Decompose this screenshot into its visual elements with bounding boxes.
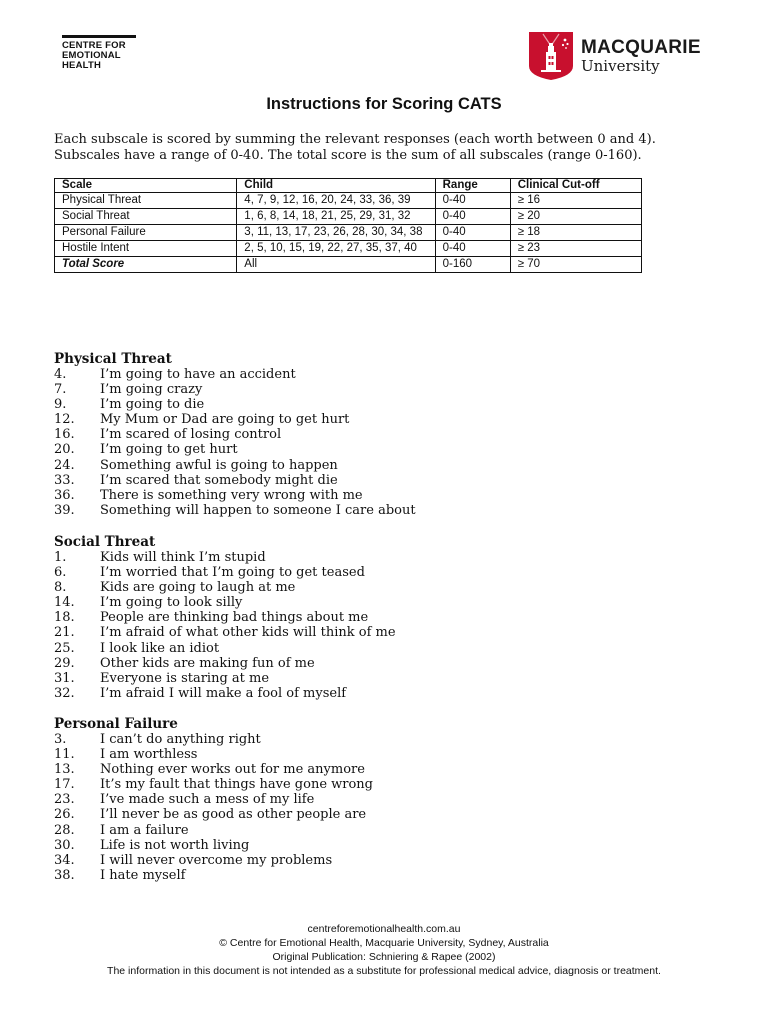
item-text: Kids are going to laugh at me [100,580,296,596]
list-item [54,427,654,442]
list-item [54,488,654,503]
item-text: I’m going to have an accident [100,367,296,382]
section-social-threat [54,534,654,701]
item-number: 14. [54,595,75,611]
table-header-row [55,179,642,193]
footer-website: centreforemotionalhealth.com.au [307,923,461,935]
item-text: I’m afraid of what other kids will think of me [100,625,396,641]
list-item [54,458,654,473]
table-cell: ≥ 23 [510,241,641,257]
logo-line: CENTRE FOR [62,40,126,51]
item-text: Everyone is staring at me [100,670,270,686]
item-number: 30. [54,837,75,853]
item-number: 29. [54,655,75,671]
list-item [54,625,654,640]
item-number: 8. [54,580,67,596]
list-item [54,412,654,427]
item-number: 9. [54,397,67,413]
table-cell: ≥ 18 [510,225,641,241]
item-text: I’m going to look silly [100,595,243,611]
table-row [55,193,642,209]
item-text: I’m going to die [100,397,205,413]
table-cell: Physical Threat [55,193,237,209]
item-text: I will never overcome my problems [100,852,333,868]
item-text: I am a failure [100,822,189,838]
list-item [54,565,654,580]
item-text: Kids will think I’m stupid [100,550,266,565]
item-text: I am worthless [100,747,198,763]
list-item [54,762,654,777]
table-cell: ≥ 70 [510,257,641,273]
list-item [54,853,654,868]
item-number: 20. [54,442,75,458]
footer-copyright: © Centre for Emotional Health, Macquarie University, Sydney, Australia [219,937,549,949]
item-text: I hate myself [100,867,186,883]
column-header-child: Child [237,179,435,193]
list-item [54,550,654,565]
item-number: 39. [54,502,75,518]
list-item [54,610,654,625]
list-item [54,397,654,412]
item-number: 3. [54,732,67,747]
list-item [54,838,654,853]
column-header-scale: Scale [55,179,237,193]
item-text: My Mum or Dad are going to get hurt [100,412,350,428]
macquarie-shield-icon [529,32,573,80]
column-header-range: Range [435,179,510,193]
item-list [54,550,654,701]
list-item [54,807,654,822]
list-item [54,595,654,610]
section-heading: Physical Threat [54,351,172,367]
table-cell: 0-40 [435,241,510,257]
table-cell: 1, 6, 8, 14, 18, 21, 25, 29, 31, 32 [237,209,435,225]
item-number: 21. [54,625,75,641]
table-cell: 4, 7, 9, 12, 16, 20, 24, 33, 36, 39 [237,193,435,209]
item-text: I’m going crazy [100,382,203,398]
intro-paragraph: Each subscale is scored by summing the relevant responses (each worth between 0 and 4). Subscales have a range of 0-40. The total score is the sum of all subscales (range 0-160). [54,132,656,163]
section-heading: Social Threat [54,534,156,550]
item-text: I’ll never be as good as other people are [100,807,367,823]
section-heading: Personal Failure [54,716,178,732]
table-row [55,209,642,225]
logo-line: EMOTIONAL [62,50,121,61]
item-number: 26. [54,807,75,823]
item-number: 13. [54,762,75,778]
table-cell: 3, 11, 13, 17, 23, 26, 28, 30, 34, 38 [237,225,435,241]
scoring-table [54,178,642,273]
macquarie-university-logo [529,32,699,82]
table-cell: 0-40 [435,225,510,241]
list-item [54,382,654,397]
item-number: 23. [54,792,75,808]
item-text: There is something very wrong with me [100,487,363,503]
item-number: 18. [54,610,75,626]
list-item [54,823,654,838]
footer [0,922,768,978]
item-number: 33. [54,472,75,488]
table-cell: 2, 5, 10, 15, 19, 22, 27, 35, 37, 40 [237,241,435,257]
item-text: Something will happen to someone I care about [100,502,416,518]
list-item [54,442,654,457]
item-list [54,367,654,518]
item-number: 16. [54,427,75,443]
list-item [54,732,654,747]
list-item [54,671,654,686]
section-personal-failure [54,716,654,883]
column-header-cutoff: Clinical Cut-off [510,179,641,193]
item-number: 32. [54,685,75,701]
table-cell: 0-40 [435,193,510,209]
item-number: 31. [54,670,75,686]
table-cell: All [237,257,435,273]
item-number: 24. [54,457,75,473]
table-cell: Hostile Intent [55,241,237,257]
item-number: 28. [54,822,75,838]
table-cell: ≥ 20 [510,209,641,225]
list-item [54,686,654,701]
list-item [54,656,654,671]
item-text: It’s my fault that things have gone wrong [100,777,374,793]
table-cell: ≥ 16 [510,193,641,209]
item-text: I’m afraid I will make a fool of myself [100,685,347,701]
list-item [54,580,654,595]
item-number: 17. [54,777,75,793]
table-cell: 0-40 [435,209,510,225]
footer-publication: Original Publication: Schniering & Rapee (2002) [272,951,496,963]
item-number: 34. [54,852,75,868]
item-text: I’m worried that I’m going to get teased [100,565,365,581]
item-text: I’ve made such a mess of my life [100,792,315,808]
item-text: I’m scared of losing control [100,427,282,443]
table-row [55,241,642,257]
list-item [54,473,654,488]
item-text: Nothing ever works out for me anymore [100,762,365,778]
table-cell-total-label: Total Score [55,257,237,273]
university-wordmark: University [581,57,660,75]
table-cell: Social Threat [55,209,237,225]
item-text: Life is not worth living [100,837,250,853]
list-item [54,747,654,762]
list-item [54,641,654,656]
item-text: I can’t do anything right [100,732,261,747]
item-number: 36. [54,487,75,503]
item-number: 25. [54,640,75,656]
item-number: 12. [54,412,75,428]
section-physical-threat [54,351,654,518]
list-item [54,868,654,883]
table-cell: 0-160 [435,257,510,273]
item-text: Other kids are making fun of me [100,655,315,671]
list-item [54,367,654,382]
page-title: Instructions for Scoring CATS [266,95,502,113]
table-cell: Personal Failure [55,225,237,241]
centre-for-emotional-health-logo [62,35,138,71]
list-item [54,777,654,792]
item-text: I look like an idiot [100,640,220,656]
item-number: 6. [54,565,67,581]
item-list [54,732,654,883]
table-row-total [55,257,642,273]
item-number: 4. [54,367,67,382]
list-item [54,503,654,518]
item-number: 1. [54,550,67,565]
logo-line: HEALTH [62,60,102,71]
item-text: I’m scared that somebody might die [100,472,338,488]
item-text: People are thinking bad things about me [100,610,369,626]
footer-disclaimer: The information in this document is not intended as a substitute for professional medical advice, diagnosis or treatment. [107,965,661,977]
item-number: 11. [54,747,75,763]
list-item [54,792,654,807]
item-number: 38. [54,867,75,883]
item-text: I’m going to get hurt [100,442,238,458]
macquarie-wordmark: MACQUARIE [581,37,701,58]
item-text: Something awful is going to happen [100,457,338,473]
table-row [55,225,642,241]
logo-bar [62,35,136,38]
item-number: 7. [54,382,67,398]
